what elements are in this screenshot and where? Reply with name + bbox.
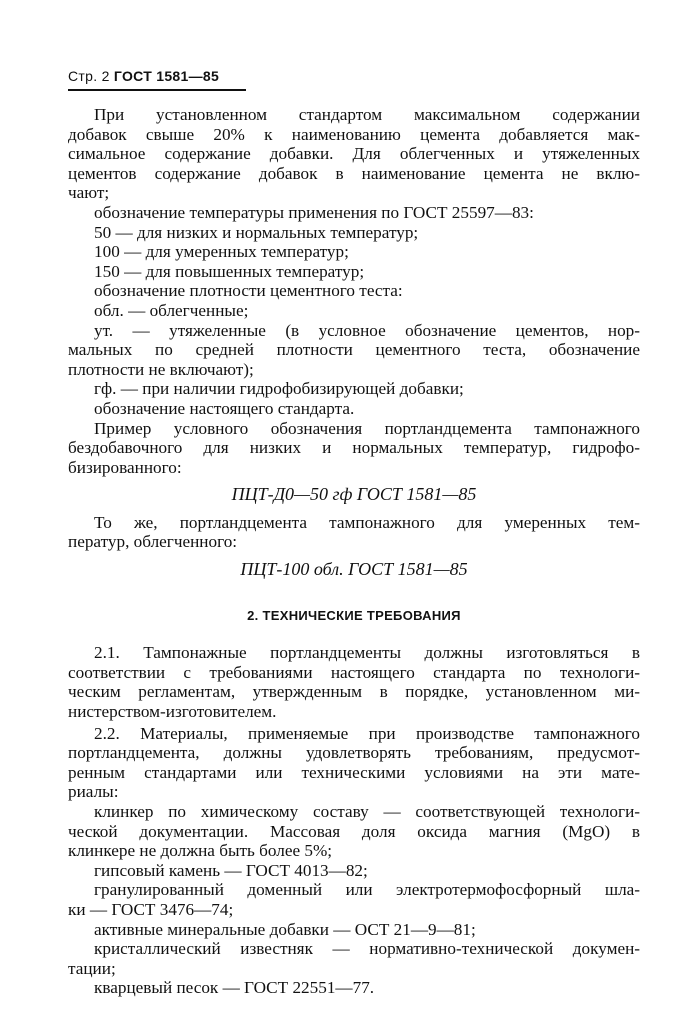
text-line: То же, портландцемента тампонажного для умеренных тем-: [94, 512, 640, 532]
designation-list: [68, 203, 640, 419]
text-line: портландцемента, должны удовлетворять требованиям, предусмот-: [68, 743, 640, 763]
section-heading: 2. ТЕХНИЧЕСКИЕ ТРЕБОВАНИЯ: [247, 607, 461, 623]
text-line: При установленном стандартом максимальном содержании: [94, 105, 640, 124]
list-item: кварцевый песок — ГОСТ 22551—77.: [94, 978, 375, 998]
page-header: [68, 68, 219, 84]
text-line: соответствии с требованиями настоящего стандарта по технологи-: [68, 662, 640, 682]
list-item: обозначение настоящего стандарта.: [94, 398, 355, 418]
example-paragraph: [68, 513, 640, 552]
designation-formula: ПЦТ-Д0—50 гф ГОСТ 1581—85: [231, 484, 477, 505]
list-item: гипсовый камень — ГОСТ 4013—82;: [94, 860, 368, 880]
text-line: ператур, облегченного:: [68, 532, 238, 552]
header-rule: [68, 89, 246, 91]
list-item: обозначение температуры применения по ГОСТ 25597—83:: [94, 202, 534, 222]
text-line: нистерством-изготовителем.: [68, 702, 277, 722]
list-item: обл. — облегченные;: [94, 300, 249, 320]
text-line: тации;: [68, 958, 116, 978]
text-line: ки — ГОСТ 3476—74;: [68, 899, 234, 919]
list-item: ут. — утяжеленные (в условное обозначение цементов, нор-: [94, 320, 640, 340]
list-item: активные минеральные добавки — ОСТ 21—9—81;: [94, 919, 476, 939]
text-line: ренным стандартами или техническими условиями на эти мате-: [68, 762, 640, 782]
text-line: 2.2. Материалы, применяемые при производстве тампонажного: [94, 723, 640, 743]
paragraph-additives: [68, 105, 640, 203]
text-line: цементов содержание добавок в наименование цемента не вклю-: [68, 163, 640, 183]
text-line: 2.1. Тампонажные портландцементы должны изготовляться в: [94, 643, 640, 663]
text-line: бизированного:: [68, 457, 182, 477]
list-item: клинкер по химическому составу — соответствующей технологи-: [94, 802, 640, 821]
standard-number: ГОСТ 1581—85: [113, 68, 220, 84]
text-line: ческим регламентам, утвержденным в порядке, установленном ми-: [68, 682, 640, 702]
text-line: ческой документации. Массовая доля оксида магния (MgO) в: [68, 821, 640, 841]
text-line: добавок свыше 20% к наименованию цемента добавляется мак-: [68, 124, 640, 144]
page-number: Стр. 2: [68, 68, 110, 84]
list-item: гф. — при наличии гидрофобизирующей добавки;: [94, 379, 464, 399]
list-item: гранулированный доменный или электротермофосфорный шла-: [94, 880, 640, 900]
text-line: риалы:: [68, 782, 119, 802]
list-item: кристаллический известняк — нормативно-технической докумен-: [94, 939, 640, 959]
list-item: обозначение плотности цементного теста:: [94, 281, 403, 301]
text-line: мальных по средней плотности цементного теста, обозначение: [68, 340, 640, 360]
materials-list: [68, 802, 640, 998]
example-paragraph: [68, 419, 640, 478]
list-item: 50 — для низких и нормальных температур;: [94, 222, 419, 242]
clause-2-2: [68, 724, 640, 802]
designation-formula: ПЦТ-100 обл. ГОСТ 1581—85: [240, 559, 468, 580]
text-line: симальное содержание добавки. Для облегченных и утяжеленных: [68, 144, 640, 164]
list-item: 150 — для повышенных температур;: [94, 261, 365, 281]
text-line: чают;: [68, 183, 110, 203]
clause-2-1: [68, 643, 640, 721]
document-body: [68, 105, 640, 998]
text-line: бездобавочного для низких и нормальных температур, гидрофо-: [68, 438, 640, 458]
text-line: плотности не включают);: [68, 359, 254, 379]
text-line: клинкере не должна быть более 5%;: [68, 841, 333, 861]
text-line: Пример условного обозначения портландцемента тампонажного: [94, 418, 640, 438]
list-item: 100 — для умеренных температур;: [94, 242, 349, 262]
